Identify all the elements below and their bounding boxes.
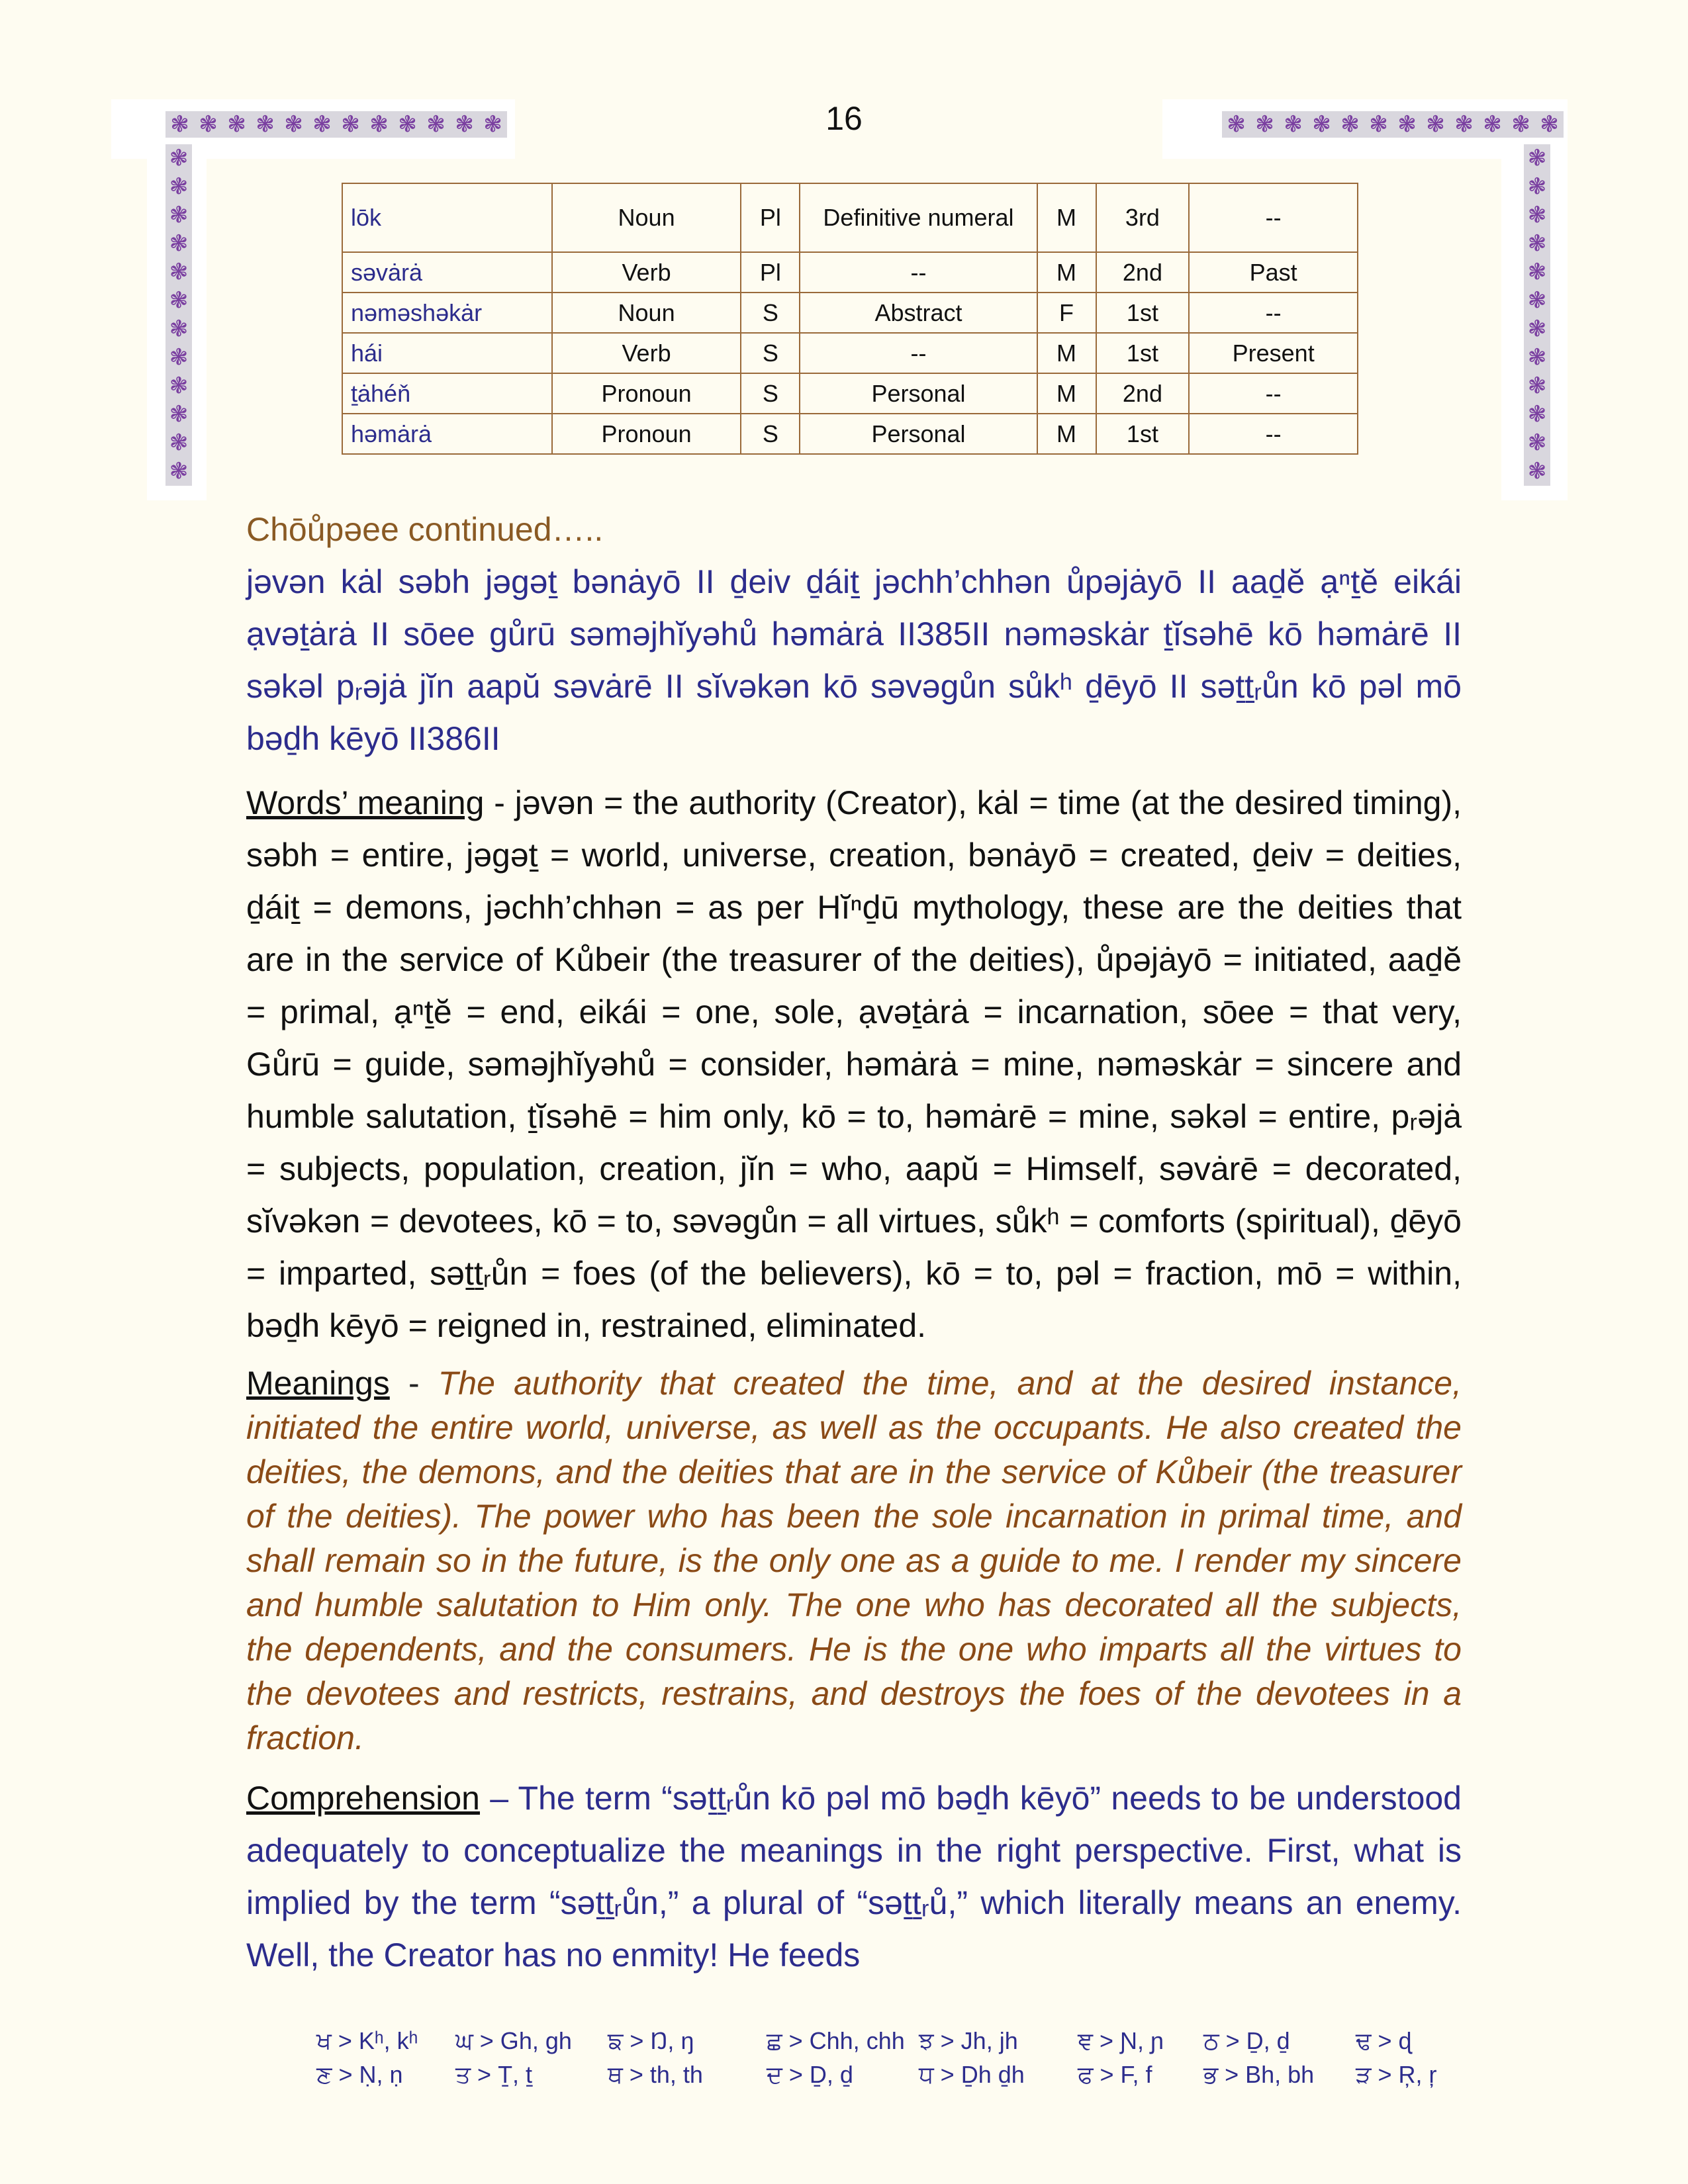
main-content [246,503,1462,1981]
flower-ornament-icon: ❃ [483,111,502,138]
table-cell: Pl [741,183,800,252]
table-cell: -- [1189,373,1358,414]
table-cell: 3rd [1096,183,1190,252]
table-row [342,373,1358,414]
flower-ornament-icon: ❃ [1426,111,1445,138]
legend-item: ਝ > Jh, jh [919,2027,1018,2054]
flower-ornament-icon: ❃ [1255,111,1274,138]
legend-item: ਘ > Gh, gh [455,2027,572,2054]
flower-ornament-icon: ❃ [369,111,389,138]
flower-ornament-icon: ❃ [169,316,189,342]
meanings-dash: - [389,1365,438,1402]
ornament-column-left [165,144,192,486]
table-cell: Personal [800,373,1037,414]
flower-ornament-icon: ❃ [1527,344,1547,371]
flower-ornament-icon: ❃ [398,111,417,138]
legend-item: ਠ > Ḏ, ḏ [1203,2027,1290,2054]
table-row [342,333,1358,373]
table-row [342,183,1358,252]
legend-item: ਤ > Ṯ, ṯ [455,2061,533,2088]
page-number: 16 [825,100,863,137]
ornament-row-right [1222,111,1564,138]
flower-ornament-icon: ❃ [1527,373,1547,399]
table-cell: 1st [1096,414,1190,454]
table-cell: M [1037,373,1096,414]
table-cell: M [1037,414,1096,454]
verse-text: jəvən kȧl səbh jəgəṯ bənȧyō II ḏeiv ḏáiṯ jəchh’chhən ůpəjȧyō II aaḏĕ ạⁿṯĕ eikái ạvəṯȧrȧ II sōee gůrū səməjhĭyəhů həmȧrȧ II385II nəməskȧr ṯĭsəhē kō həmȧrē II səkəl pᵣəjȧ jĭn aapŭ səvȧrē II sĭvəkən kō səvəgůn sůkʰ ḏēyō II səṯṯᵣůn kō pəl mō bəḏh kēyō II386II [246,563,1462,757]
flower-ornament-icon: ❃ [312,111,332,138]
flower-ornament-icon: ❃ [1340,111,1360,138]
flower-ornament-icon: ❃ [227,111,246,138]
flower-ornament-icon: ❃ [169,259,189,285]
table-cell: S [741,414,800,454]
table-cell: M [1037,183,1096,252]
table-cell: S [741,293,800,333]
flower-ornament-icon: ❃ [169,202,189,228]
table-cell: lōk [342,183,552,252]
table-cell: Personal [800,414,1037,454]
flower-ornament-icon: ❃ [169,344,189,371]
flower-ornament-icon: ❃ [1312,111,1331,138]
table-cell: Pronoun [552,373,741,414]
table-cell: F [1037,293,1096,333]
table-cell: -- [1189,183,1358,252]
flower-ornament-icon: ❃ [169,458,189,484]
flower-ornament-icon: ❃ [170,111,189,138]
table-cell: 2nd [1096,252,1190,293]
transliteration-legend [316,2024,1442,2091]
legend-item: ਥ > th, th [608,2061,703,2088]
flower-ornament-icon: ❃ [169,145,189,171]
table-cell: 2nd [1096,373,1190,414]
table-cell: 1st [1096,333,1190,373]
comprehension-label: Comprehension [246,1780,480,1817]
flower-ornament-icon: ❃ [426,111,445,138]
ornament-row-left [165,111,507,138]
table-cell: -- [800,252,1037,293]
grammar-table [342,183,1358,455]
flower-ornament-icon: ❃ [1527,401,1547,428]
flower-ornament-icon: ❃ [1527,316,1547,342]
comprehension-paragraph [246,1772,1462,1981]
table-cell: Noun [552,293,741,333]
table-cell: səvȧrȧ [342,252,552,293]
flower-ornament-icon: ❃ [1397,111,1417,138]
continued-heading: Chōůpəee continued….. [246,511,604,548]
table-cell: Pronoun [552,414,741,454]
words-meaning-paragraph [246,777,1462,1352]
flower-ornament-icon: ❃ [1527,259,1547,285]
flower-ornament-icon: ❃ [169,373,189,399]
flower-ornament-icon: ❃ [169,430,189,456]
legend-item: ਞ > Ɲ, ɲ [1078,2027,1164,2054]
flower-ornament-icon: ❃ [1227,111,1246,138]
table-cell: M [1037,252,1096,293]
flower-ornament-icon: ❃ [199,111,218,138]
flower-ornament-icon: ❃ [1511,111,1530,138]
table-cell: Verb [552,252,741,293]
legend-item: ਛ > Chh, chh [767,2027,905,2054]
table-cell: M [1037,333,1096,373]
legend-item: ਭ > Bh, bh [1203,2061,1315,2088]
legend-item: ਖ > Kʰ, kʰ [316,2027,418,2054]
meanings-label: Meanings [246,1365,390,1402]
table-cell: Pl [741,252,800,293]
flower-ornament-icon: ❃ [455,111,474,138]
words-meaning-label: Words’ meaning [246,784,485,821]
comprehension-text: – The term “səṯṯᵣůn kō pəl mō bəḏh kēyō” needs to be understood adequately to conceptualize the meanings in the right perspective. First, what is implied by the term “səṯṯᵣůn,” a plural of “səṯṯᵣů,” which literally means an enemy. Well, the Creator has no enmity! He feeds [246,1780,1462,1974]
flower-ornament-icon: ❃ [1483,111,1502,138]
flower-ornament-icon: ❃ [1527,287,1547,314]
flower-ornament-icon: ❃ [1369,111,1388,138]
flower-ornament-icon: ❃ [1454,111,1474,138]
legend-item: ਦ > Ḏ, ḏ [767,2061,853,2088]
flower-ornament-icon: ❃ [1527,458,1547,484]
words-meaning-text: - jəvən = the authority (Creator), kȧl = time (at the desired timing), səbh = entire, jəgəṯ = world, universe, creation, bənȧyō = created, ḏeiv = deities, ḏáiṯ = demons, jəchh’chhən = as per Hĭⁿḏū mythology, these are the deities that are in the service of Kůbeir (the treasurer of the deities), ůpəjȧyō = initiated, aaḏĕ = primal, ạⁿṯĕ = end, eikái = one, sole, ạvəṯȧrȧ = incarnation, sōee = that very, Gůrū = guide, səməjhĭyəhů = consider, həmȧrȧ = mine, nəməskȧr = sincere and humble salutation, ṯĭsəhē = him only, kō = to, həmȧrē = mine, səkəl = entire, pᵣəjȧ = subjects, population, creation, jĭn = who, aapŭ = Himself, səvȧrē = decorated, sĭvəkən = devotees, kō = to, səvəgůn = all virtues, sůkʰ = comforts (spiritual), ḏēyō = imparted, səṯṯᵣůn = foes (of the believers), kō = to, pəl = fraction, mō = within, bəḏh kēyō = reigned in, restrained, eliminated. [246,784,1462,1344]
table-cell: Definitive numeral [800,183,1037,252]
table-cell: S [741,373,800,414]
table-cell: nəməshəkȧr [342,293,552,333]
flower-ornament-icon: ❃ [169,173,189,200]
legend-item: ੜ > Ŗ, ŗ [1356,2061,1437,2088]
legend-item: ਣ > Ṇ, ṇ [316,2061,403,2088]
flower-ornament-icon: ❃ [169,230,189,257]
table-cell: Past [1189,252,1358,293]
flower-ornament-icon: ❃ [1527,230,1547,257]
ornament-column-right [1524,144,1550,486]
flower-ornament-icon: ❃ [341,111,360,138]
table-row [342,293,1358,333]
flower-ornament-icon: ❃ [169,287,189,314]
meanings-paragraph [246,1361,1462,1760]
legend-item: ਢ > ɖ [1356,2027,1412,2054]
flower-ornament-icon: ❃ [1284,111,1303,138]
table-row [342,414,1358,454]
table-row [342,252,1358,293]
table-cell: -- [1189,414,1358,454]
table-cell: ṯȧhéň [342,373,552,414]
legend-row-2 [316,2058,1442,2091]
legend-row-1 [316,2024,1442,2058]
table-cell: 1st [1096,293,1190,333]
flower-ornament-icon: ❃ [169,401,189,428]
table-cell: hái [342,333,552,373]
legend-item: ਧ > Ḏh ḏh [919,2061,1025,2088]
table-cell: Verb [552,333,741,373]
flower-ornament-icon: ❃ [1527,430,1547,456]
table-cell: -- [1189,293,1358,333]
flower-ornament-icon: ❃ [284,111,303,138]
table-cell: -- [800,333,1037,373]
meanings-text: The authority that created the time, and at the desired instance, initiated the entire world, universe, as well as the occupants. He also created the deities, the demons, and the deities that are in the service of Kůbeir (the treasurer of the deities). The power who has been the sole incarnation in primal time, and shall remain so in the future, is the only one as a guide to me. I render my sincere and humble salutation to Him only. The one who has decorated all the subjects, the dependents, and the consumers. He is the one who imparts all the virtues to the devotees and restricts, restrains, and destroys the foes of the devotees in a fraction. [246,1365,1462,1756]
flower-ornament-icon: ❃ [256,111,275,138]
table-cell: Abstract [800,293,1037,333]
table-cell: həmȧrȧ [342,414,552,454]
table-cell: Present [1189,333,1358,373]
flower-ornament-icon: ❃ [1527,202,1547,228]
legend-item: ਫ > F, f [1078,2061,1152,2088]
legend-item: ਙ > Ŋ, ŋ [608,2027,694,2054]
flower-ornament-icon: ❃ [1527,145,1547,171]
flower-ornament-icon: ❃ [1527,173,1547,200]
flower-ornament-icon: ❃ [1540,111,1559,138]
table-cell: Noun [552,183,741,252]
table-cell: S [741,333,800,373]
